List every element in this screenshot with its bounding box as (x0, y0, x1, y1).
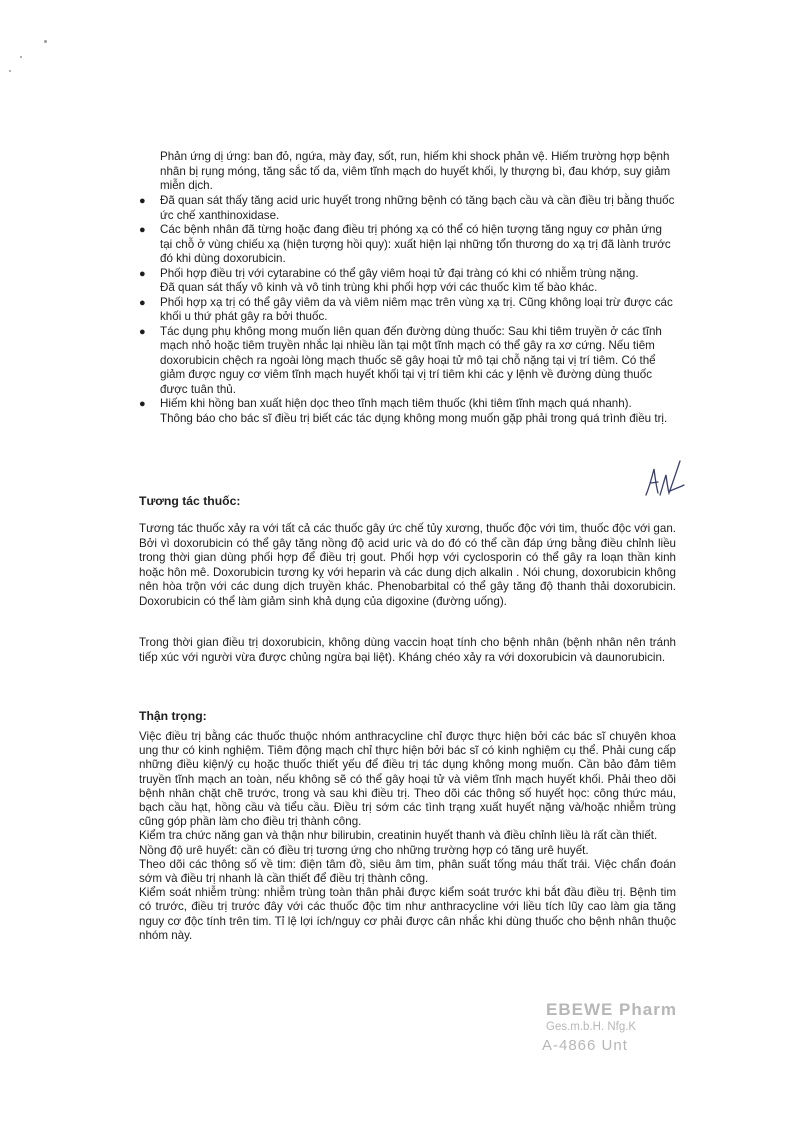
side-effects-list (139, 194, 676, 426)
bullet-icon: ● (139, 296, 146, 309)
list-item (139, 223, 676, 267)
caution-paragraph: Theo dõi các thông số về tim: điện tâm đồ, siêu âm tim, phân suất tống máu thất trái. Việc chẩn đoán sớm và điều trị nhanh là cần thiết để điều trị thành công. (139, 857, 676, 886)
list-item (139, 296, 676, 325)
scan-speck (9, 70, 11, 72)
list-item-text: Tác dụng phụ không mong muốn liên quan đến đường dùng thuốc: Sau khi tiêm truyền ở các tĩnh mạch nhỏ hoặc tiêm truyền nhắc lại nhiều lần tại một tĩnh mạch có thể gây ra xơ cứng. Nếu tiêm doxorubicin chệch ra ngoài lòng mạch thuốc sẽ gây hoại tử mô tại chỗ nặng tại vị trí tiêm. Có thể giảm được nguy cơ viêm tĩnh mạch huyết khối tại vị trí tiêm khi các y lệnh về đường dùng thuốc được tuân thủ. (160, 324, 662, 396)
list-item-text: Các bệnh nhân đã từng hoặc đang điều trị phóng xạ có thể có hiện tượng tăng nguy cơ phản ứng tại chỗ ở vùng chiếu xạ (hiện tượng hồi quy): xuất hiện lại những tổn thương do xạ trị đã lành trước đó khi dùng doxorubicin. (160, 223, 671, 265)
stamp-line: Ges.m.b.H. Nfg.K (546, 1021, 637, 1033)
list-item (139, 397, 676, 426)
caution-paragraph: Nồng độ urê huyết: cần có điều trị tương ứng cho những trường hợp có tăng urê huyết. (139, 843, 589, 857)
list-item-text: Đã quan sát thấy tăng acid uric huyết trong những bệnh có tăng bạch cầu và cần điều trị bằng thuốc ức chế xanthinoxidase. (160, 194, 675, 222)
bullet-icon: ● (139, 195, 146, 207)
list-item-text: Phối hợp xạ trị có thể gây viêm da và viêm niêm mạc trên vùng xạ trị. Cũng không loại trừ được các khối u thứ phát gây ra bởi thuốc. (160, 295, 673, 323)
stamp-line: EBEWE Pharm (546, 1000, 677, 1019)
list-item-note: Thông báo cho bác sĩ điều trị biết các tác dụng không mong muốn gặp phải trong quá trình điều trị. (160, 411, 668, 425)
intro-paragraph: Phản ứng dị ứng: ban đỏ, ngứa, mày đay, sốt, run, hiếm khi shock phản vệ. Hiếm trường hợp bệnh nhân bị rụng móng, tăng sắc tố da, viêm tĩnh mạch do huyết khối, ly thượng bì, đau khớp, suy giảm miễn dịch. (160, 150, 671, 192)
caution-paragraph: Kiểm tra chức năng gan và thận như bilirubin, creatinin huyết thanh và điều chỉnh liều là rất cần thiết. (139, 829, 658, 843)
bullet-icon: ● (139, 267, 146, 280)
caution-section (139, 730, 676, 943)
interactions-paragraph: Tương tác thuốc xảy ra với tất cả các thuốc gây ức chế tủy xương, thuốc độc với tim, thuốc độc với gan. Bởi vì doxorubicin có thể gây tăng nồng độ acid uric và do đó có thể cần đáp ứng bằng điều chỉnh liều trong thời gian dùng phối hợp để điều trị gout. Phối hợp với cyclosporin có thể gây ra loạn thần kinh hoặc hôn mê. Doxorubicin tương kỵ với heparin và các dung dịch alkalin . Nói chung, doxorubicin không nên hòa trộn với các dung dịch truyền khác. Phenobarbital có thể gây tăng độ thanh thải doxorubicin. Doxorubicin có thể làm giảm sinh khả dụng của digoxine (đường uống). (139, 522, 676, 608)
bullet-icon: ● (139, 224, 146, 236)
interactions-heading: Tương tác thuốc: (139, 494, 241, 508)
bullet-icon: ● (139, 325, 146, 338)
stamp-line: A-4866 Unt (542, 1037, 628, 1054)
vaccine-paragraph: Trong thời gian điều trị doxorubicin, không dùng vaccin hoạt tính cho bệnh nhân (bệnh nhân nên tránh tiếp xúc với người vừa được chủng ngừa bại liệt). Kháng chéo xảy ra với doxorubicin và daunorubicin. (139, 636, 676, 664)
list-item-note: Đã quan sát thấy vô kinh và vô tinh trùng khi phối hợp với các thuốc kìm tế bào khác. (160, 281, 598, 294)
scan-speck (44, 40, 47, 43)
bullet-icon: ● (139, 398, 146, 410)
caution-heading: Thận trọng: (139, 709, 207, 723)
list-item (139, 194, 676, 223)
caution-paragraph: Việc điều trị bằng các thuốc thuộc nhóm anthracycline chỉ được thực hiện bởi các bác sĩ chuyên khoa ung thư có kinh nghiệm. Tiêm động mạch chỉ thực hiện bởi bác sĩ có kinh nghiệm cụ thể. Phải cung cấp những điều kiện/ý cụ hoặc thuốc thiết yếu để điều trị tác dụng không mong muốn. Cần bảo đảm tiêm truyền tĩnh mạch an toàn, nếu không sẽ có thể gây hoại tử và viêm tĩnh mạch huyết khối. Phải theo dõi bệnh nhân chặt chẽ trước, trong và sau khi điều trị. Theo dõi các thông số huyết học: công thức máu, bạch cầu hạt, hồng cầu và tiểu cầu. Điều trị sớm các tình trạng xuất huyết nặng và/hoặc nhiễm trùng cũng góp phần làm cho điều trị thành công. (139, 730, 676, 829)
handwritten-signature (642, 455, 690, 503)
list-item-text: Phối hợp điều trị với cytarabine có thể gây viêm hoại tử đại tràng có khi có nhiễm trùng nặng. (160, 266, 639, 280)
list-item (139, 267, 676, 296)
scan-speck (20, 56, 22, 58)
caution-paragraph: Kiểm soát nhiễm trùng: nhiễm trùng toàn thân phải được kiểm soát trước khi bắt đầu điều trị. Bệnh tim có trước, điều trị trước đây với các thuốc độc tim như anthracycline với liều tích lũy cao làm gia tăng nguy cơ độc tính trên tim. Tỉ lệ lợi ích/nguy cơ phải được cân nhắc khi dùng thuốc cho bệnh nhân thuộc nhóm này. (139, 886, 676, 942)
list-item-text: Hiếm khi hồng ban xuất hiện dọc theo tĩnh mạch tiêm thuốc (khi tiêm tĩnh mạch quá nhanh). (160, 397, 632, 410)
list-item (139, 325, 676, 398)
